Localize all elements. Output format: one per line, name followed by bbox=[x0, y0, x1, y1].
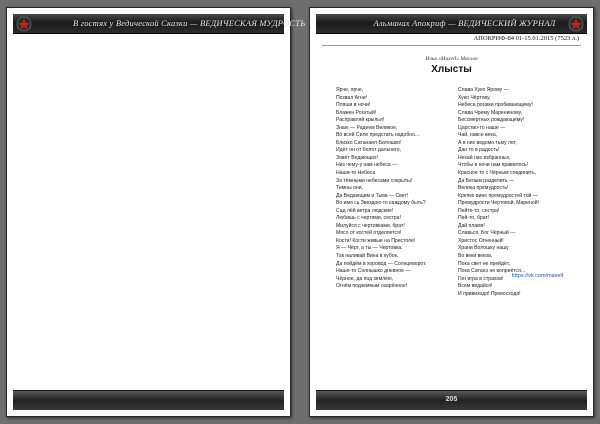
poem-line: Да Ведающим и Тьма — Свет! bbox=[336, 192, 409, 199]
vk-link[interactable]: https://vk.com/maxell bbox=[511, 273, 563, 279]
poem-line: Во имя сь Звездою-то каждому быть? bbox=[336, 200, 426, 207]
poem-line: Крепко вино премудростей той — bbox=[458, 192, 538, 199]
emblem-icon bbox=[568, 16, 584, 32]
poem-line: Огнём подземным озарённое! bbox=[336, 283, 408, 290]
poem-line: За тёмными небесами сокрыты! bbox=[336, 177, 413, 184]
poem-title: Хлысты bbox=[431, 64, 472, 75]
right-page bbox=[309, 7, 594, 417]
poem-line: Пейте-то, сестра! bbox=[458, 207, 500, 214]
poem-line: Велика премудрость! bbox=[458, 185, 509, 192]
poem-line: Идёт он от болот дальнего, bbox=[336, 147, 401, 154]
poem-line: Милуйся с чертовками, брат! bbox=[336, 222, 405, 229]
poem-line: Бессмертных рождающему! bbox=[458, 117, 525, 124]
poem-line: Пляши в ночи! bbox=[336, 102, 371, 109]
poem-line: Гон игра в страхов! bbox=[458, 275, 504, 282]
poem-line: Сад лёй ветра людские! bbox=[336, 207, 394, 214]
poem-line: Красное то с Чёрным соединить, bbox=[458, 170, 537, 177]
right-footer-bar bbox=[316, 390, 587, 410]
poem-line: Храни Волошку нашу bbox=[458, 245, 509, 252]
poem-line: Да пойдём в хоровод — Солнцеворот. bbox=[336, 260, 427, 267]
poem-column-right bbox=[458, 87, 576, 298]
poem-line: Расправляй крылья! bbox=[336, 117, 385, 124]
poem-line: Во всей Силе предстать надобно... bbox=[336, 132, 420, 139]
poem-line: Ярче, ярче, bbox=[336, 87, 364, 93]
poem-line: Близко Сатанаил-Батюшко! bbox=[336, 139, 402, 146]
left-header-bar bbox=[13, 14, 306, 34]
poem-line: Дай пламя! bbox=[458, 222, 485, 229]
poem-line: Кости! Кости живые на Престоле! bbox=[336, 237, 416, 244]
poem-column-left bbox=[336, 87, 454, 291]
divider bbox=[322, 45, 581, 46]
poem-line: Пока свет не прейдёт, bbox=[458, 260, 511, 267]
poem-line: Низ чему-у нам небеса — bbox=[336, 162, 398, 169]
poem-line: Царство-то наше — bbox=[458, 124, 506, 131]
poem-line: Наше-то Солнышко дневное — bbox=[336, 268, 411, 275]
poem-line: Чёрное, да под землёю, bbox=[336, 275, 394, 282]
poem-line: Я — Чёрт, а ты — Чертовка, bbox=[336, 245, 403, 252]
poem-line: Небеса рогами пробивающему! bbox=[458, 102, 533, 109]
poem-line: Так наливай Вина в кубок, bbox=[336, 253, 399, 260]
poem-line: Слава Чрему Марениному, bbox=[458, 109, 523, 116]
poem-line: Блажен Рогатый! bbox=[336, 109, 377, 116]
poem-line: Любишь с чертями, сестра! bbox=[336, 215, 401, 222]
poem-line: Дан то в радость! bbox=[458, 147, 500, 154]
poem-line: Христос Огненный! bbox=[458, 237, 504, 244]
poem-line: Мясо от костей отделяется! bbox=[336, 230, 402, 237]
left-footer-bar bbox=[13, 390, 284, 410]
poem-line: Пей-то, брат! bbox=[458, 215, 490, 222]
poem-line: Всем ведайся! bbox=[458, 283, 493, 290]
poem-line: Наши-то Небеса bbox=[336, 170, 376, 177]
poem-line: Нехай нас избранных, bbox=[458, 154, 511, 161]
poem-line: Премудрости Чертовой, Мареной! bbox=[458, 200, 539, 207]
poem-line: Да Белым разделить — bbox=[458, 177, 515, 184]
page-number: 205 bbox=[445, 396, 458, 403]
poem-line: Знаю — Радеем Великое, bbox=[336, 124, 398, 131]
poem-author: Илья «Maxell» Маслов bbox=[425, 56, 478, 62]
left-page bbox=[6, 7, 306, 417]
poem-line: Чай, навсе века, bbox=[458, 132, 498, 139]
right-header-title: Альманах Апокриф — ВЕДИЧЕСКИЙ ЖУРНАЛ bbox=[373, 18, 556, 28]
poem-line: Хуко Чёртову, bbox=[458, 94, 491, 101]
poem-line: Слава Хуко Ярому — bbox=[458, 87, 509, 93]
poem-line: Славься, Бог Чёрный — bbox=[458, 230, 516, 237]
right-header-bar bbox=[316, 14, 587, 34]
poem-line: Чтобы в ночи нам правилось! bbox=[458, 162, 529, 169]
poem-line: Зовёт Ведающих! bbox=[336, 154, 378, 161]
issue-line: АПОКРИФ-84 01-15.01.2015 (7523 л.) bbox=[473, 35, 579, 42]
poem-line: Позвал Агни! bbox=[336, 94, 367, 101]
emblem-icon bbox=[16, 16, 32, 32]
poem-line: Темны они, bbox=[336, 185, 363, 192]
poem-line: Во веки веков, bbox=[458, 253, 493, 260]
poem-line: И привиходя! Превосходя! bbox=[458, 290, 521, 297]
left-header-title: В гостях у Ведической Сказки — ВЕДИЧЕСКАЯ МУДРОСТЬ bbox=[73, 18, 306, 28]
poem-line: Пока Сатанэ не вопреётся... bbox=[458, 268, 526, 275]
poem-line: А в них ведомо тьму лет, bbox=[458, 139, 517, 146]
